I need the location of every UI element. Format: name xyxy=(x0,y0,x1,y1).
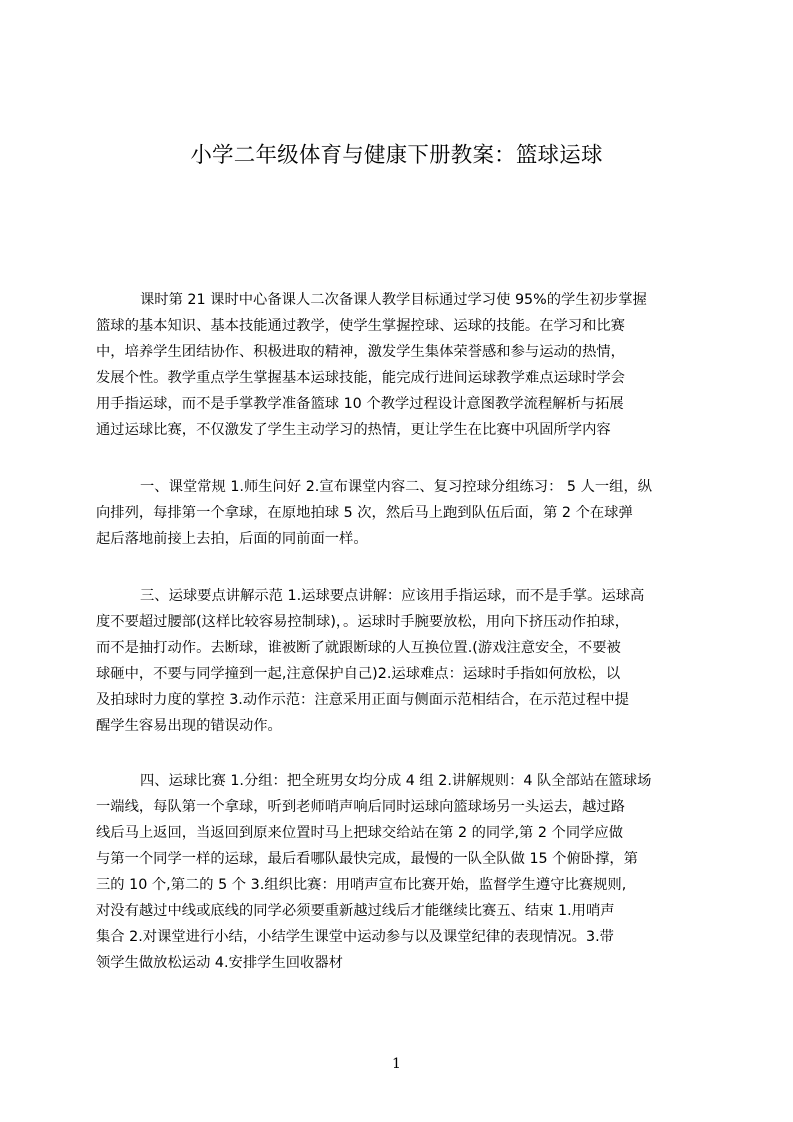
text-line: 对没有越过中线或底线的同学必须要重新越过线后才能继续比赛五、结束 1.用哨声 xyxy=(96,903,615,919)
text-line: 课时第 21 课时中心备课人二次备课人教学目标通过学习使 95%的学生初步掌握 xyxy=(140,292,647,308)
text-line: 度不要超过腰部(这样比较容易控制球)，。运球时手腕要放松，用向下挤压动作拍球， xyxy=(96,614,629,630)
text-line: 篮球的基本知识、基本技能通过教学，使学生掌握控球、运球的技能。在学习和比赛 xyxy=(96,318,625,334)
page-number: 1 xyxy=(392,1056,401,1072)
paragraph-competition xyxy=(96,768,700,976)
text-line: 集合 2.对课堂进行小结，小结学生课堂中运动参与以及课堂纪律的表现情况。3.带 xyxy=(96,929,614,945)
paragraph-text xyxy=(96,287,700,443)
text-line: 中，培养学生团结协作、积极进取的精神，激发学生集体荣誉感和参与运动的热情， xyxy=(96,344,625,360)
text-line: 三、运球要点讲解示范 1.运球要点讲解：应该用手指运球，而不是手掌。运球高 xyxy=(140,588,645,604)
text-line: 而不是抽打动作。去断球，谁被断了就跟断球的人互换位置.(游戏注意安全，不要被 xyxy=(96,640,621,656)
text-line: 起后落地前接上去拍，后面的同前面一样。 xyxy=(96,531,368,547)
text-line: 醒学生容易出现的错误动作。 xyxy=(96,718,282,734)
text-line: 发展个性。教学重点学生掌握基本运球技能，能完成行进间运球教学难点运球时学会 xyxy=(96,370,625,386)
paragraph-text xyxy=(96,768,700,976)
text-line: 与第一个同学一样的运球，最后看哪队最快完成，最慢的一队全队做 15 个俯卧撑，第 xyxy=(96,851,638,867)
text-line: 领学生做放松运动 4.安排学生回收器材 xyxy=(96,955,343,971)
paragraph-class-routine xyxy=(96,474,700,552)
text-line: 三的 10 个,第二的 5 个 3.组织比赛：用哨声宣布比赛开始，监督学生遵守比赛规则, xyxy=(96,877,627,893)
text-line: 线后马上返回，当返回到原来位置时马上把球交给站在第 2 的同学,第 2 个同学应做 xyxy=(96,825,624,841)
paragraph-text xyxy=(96,474,700,552)
document-title: 小学二年级体育与健康下册教案：篮球运球 xyxy=(190,143,603,168)
text-line: 用手指运球，而不是手掌教学准备篮球 10 个教学过程设计意图教学流程解析与拓展 xyxy=(96,396,624,412)
text-line: 四、运球比赛 1.分组：把全班男女均分成 4 组 2.讲解规则：4 队全部站在篮球场 xyxy=(140,773,652,789)
text-line: 球砸中，不要与同学撞到一起,注意保护自己)2.运球难点：运球时手指如何放松，以 xyxy=(96,666,621,682)
text-line: 一端线，每队第一个拿球，听到老师哨声响后同时运球向篮球场另一头运去，越过路 xyxy=(96,799,625,815)
text-line: 及拍球时力度的掌控 3.动作示范：注意采用正面与侧面示范相结合，在示范过程中提 xyxy=(96,692,629,708)
text-line: 通过运球比赛，不仅激发了学生主动学习的热情，更让学生在比赛中巩固所学内容 xyxy=(96,422,611,438)
paragraph-key-points xyxy=(96,583,700,739)
paragraph-text xyxy=(96,583,700,739)
paragraph-lesson-overview xyxy=(96,287,700,443)
text-line: 一、课堂常规 1.师生问好 2.宣布课堂内容二、复习控球分组练习： 5 人一组，纵 xyxy=(140,479,653,495)
text-line: 向排列，每排第一个拿球，在原地拍球 5 次，然后马上跑到队伍后面，第 2 个在球弹 xyxy=(96,505,633,521)
